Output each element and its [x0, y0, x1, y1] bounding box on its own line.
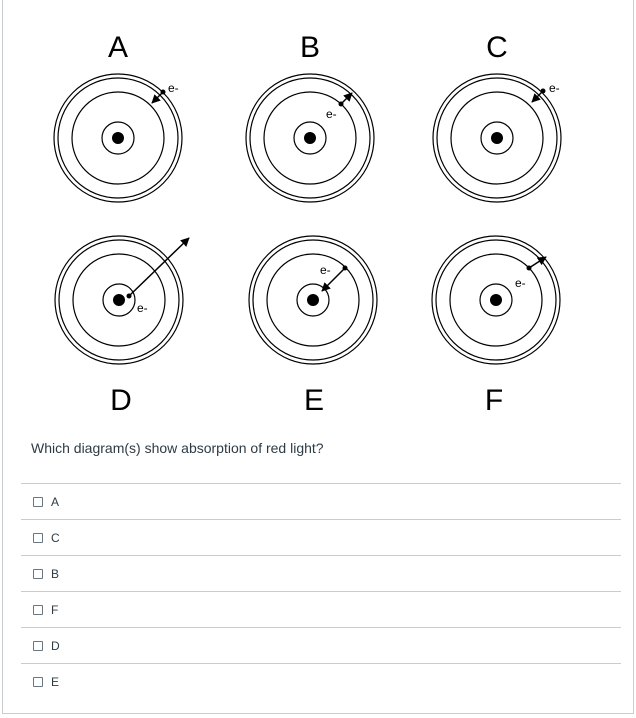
answer-checkbox[interactable]	[33, 533, 43, 543]
answer-option-a[interactable]	[21, 483, 621, 519]
panel-a	[54, 31, 182, 202]
answer-label: C	[51, 530, 60, 545]
panel-a-electron-label: e-	[168, 81, 179, 95]
question-text: Which diagram(s) show absorption of red light?	[31, 440, 324, 456]
panel-c-label: C	[486, 31, 508, 64]
panel-d-electron-label: e-	[137, 301, 148, 315]
answer-option-b[interactable]	[21, 555, 621, 591]
panel-c	[433, 31, 561, 202]
answer-option-c[interactable]	[21, 519, 621, 555]
answer-checkbox[interactable]	[33, 569, 43, 579]
panel-f	[432, 236, 560, 417]
panel-c-electron-label: e-	[549, 81, 560, 95]
panel-d	[55, 236, 189, 417]
answer-option-d[interactable]	[21, 627, 621, 663]
answer-option-e[interactable]	[21, 663, 621, 699]
panel-b-label: B	[299, 31, 321, 64]
panel-f-label: F	[484, 384, 504, 417]
panel-e-label: E	[303, 384, 325, 417]
panel-f-electron-label: e-	[515, 276, 526, 290]
answer-checkbox[interactable]	[33, 641, 43, 651]
answer-label: D	[51, 638, 60, 653]
panel-e	[249, 236, 377, 417]
answer-list	[21, 483, 621, 699]
answer-label: F	[51, 602, 59, 617]
answer-checkbox[interactable]	[33, 497, 43, 507]
bohr-model-figure	[3, 0, 635, 430]
answer-label: B	[51, 566, 60, 581]
answer-option-f[interactable]	[21, 591, 621, 627]
answer-label: E	[51, 674, 60, 689]
panel-b	[246, 31, 374, 202]
answer-checkbox[interactable]	[33, 605, 43, 615]
panel-e-electron-label: e-	[320, 263, 331, 277]
quiz-question-panel	[2, 0, 634, 714]
answer-checkbox[interactable]	[33, 677, 43, 687]
panel-a-label: A	[107, 31, 129, 64]
panel-b-electron-label: e-	[326, 107, 337, 121]
panel-d-label: D	[110, 384, 132, 417]
answer-label: A	[51, 494, 60, 509]
